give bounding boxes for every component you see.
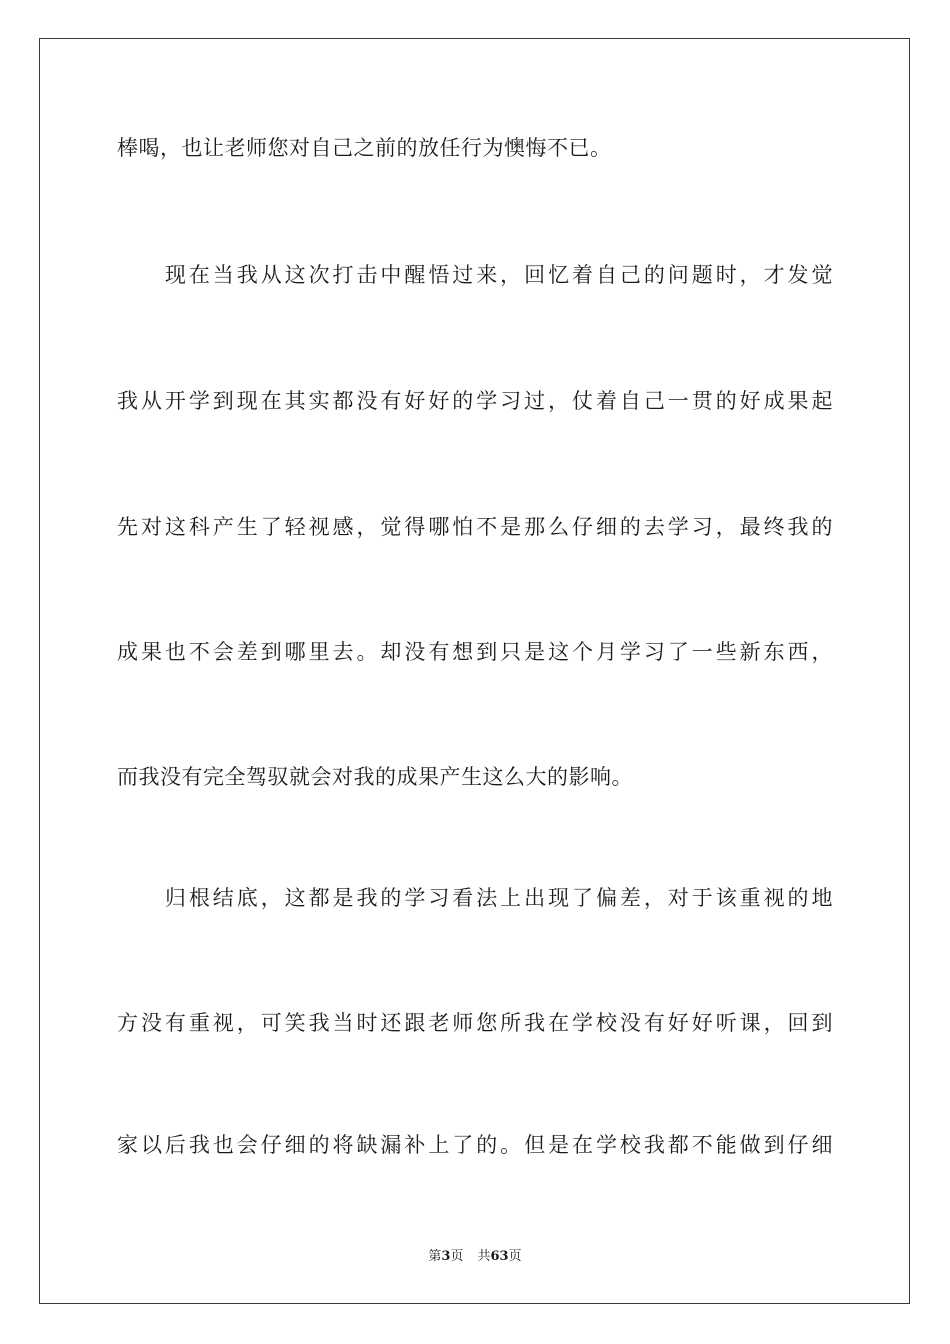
text-line: 棒喝，也让老师您对自己之前的放任行为懊悔不已。 <box>117 136 612 160</box>
page-suffix: 页 <box>450 1249 464 1264</box>
total-suffix: 页 <box>508 1249 522 1264</box>
page-prefix: 第 <box>428 1249 442 1264</box>
page-footer <box>0 1248 950 1266</box>
total-prefix: 共 <box>477 1249 491 1264</box>
page-border <box>39 38 910 1304</box>
text-line: 我从开学到现在其实都没有好好的学习过，仗着自己一贯的好成果起 <box>117 389 833 413</box>
text-line: 而我没有完全驾驭就会对我的成果产生这么大的影响。 <box>117 765 633 789</box>
text-line: 方没有重视，可笑我当时还跟老师您所我在学校没有好好听课，回到 <box>117 1011 833 1035</box>
total-page-count: 63 <box>490 1249 509 1264</box>
current-page: 3 <box>441 1249 451 1264</box>
text-line: 先对这科产生了轻视感，觉得哪怕不是那么仔细的去学习，最终我的 <box>117 515 833 539</box>
text-line: 归根结底，这都是我的学习看法上出现了偏差，对于该重视的地 <box>117 886 833 910</box>
text-line: 成果也不会差到哪里去。却没有想到只是这个月学习了一些新东西， <box>117 640 833 664</box>
total-pages <box>477 1249 521 1264</box>
page-number <box>428 1249 463 1264</box>
text-line: 现在当我从这次打击中醒悟过来，回忆着自己的问题时，才发觉 <box>117 263 833 287</box>
text-line: 家以后我也会仔细的将缺漏补上了的。但是在学校我都不能做到仔细 <box>117 1133 833 1157</box>
